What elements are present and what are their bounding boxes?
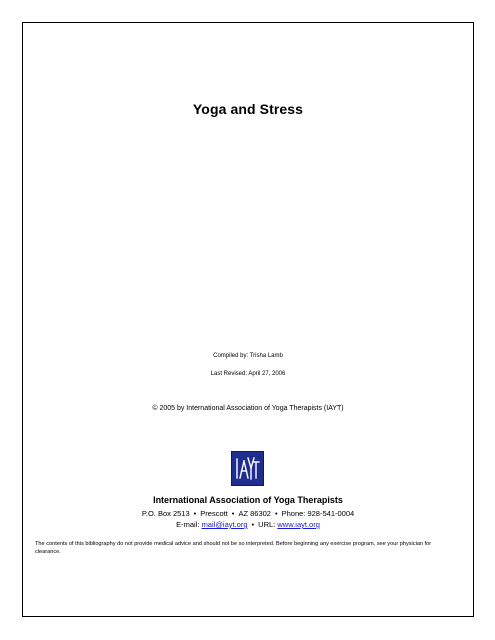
bullet-separator: • xyxy=(274,509,278,518)
copyright-notice: © 2005 by International Association of Yoga Therapists (IAYT) xyxy=(152,405,344,412)
document-title: Yoga and Stress xyxy=(192,101,304,117)
page-frame xyxy=(22,22,474,617)
po-box: P.O. Box 2513 xyxy=(141,509,190,518)
email-label: E-mail: xyxy=(176,520,200,529)
iayt-logo-mark xyxy=(232,452,263,485)
phone: Phone: 928-541-0004 xyxy=(281,509,355,518)
organization-address xyxy=(23,509,473,518)
organization-contact xyxy=(23,520,473,529)
compiled-by: Compiled by: Trisha Lamb xyxy=(213,353,283,359)
email-link[interactable]: mail@iayt.org xyxy=(201,520,248,529)
iayt-logo xyxy=(231,451,264,486)
url-label: URL: xyxy=(258,520,276,529)
city: Prescott xyxy=(200,509,228,518)
bullet-separator: • xyxy=(251,520,255,529)
bullet-separator: • xyxy=(231,509,235,518)
iayt-logo-text: IAYT xyxy=(234,485,237,486)
last-revised: Last Revised: April 27, 2006 xyxy=(210,371,286,377)
medical-disclaimer: The contents of this bibliography do not provide medical advice and should not be so interpreted. Before beginning any exercise program, see your physician for clearance. xyxy=(35,541,432,555)
organization-name: International Association of Yoga Therapists xyxy=(153,495,343,505)
website-link[interactable]: www.iayt.org xyxy=(277,520,320,529)
state-zip: AZ 86302 xyxy=(238,509,271,518)
bullet-separator: • xyxy=(193,509,197,518)
